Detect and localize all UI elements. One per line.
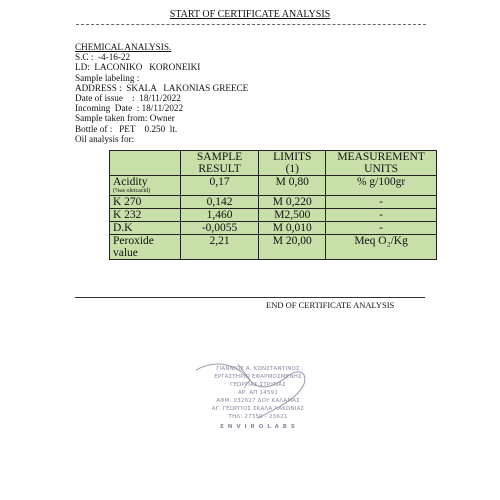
- sc-code: S.C : -4-16-22: [75, 52, 131, 63]
- analysis-heading: CHEMICAL ANALYSIS.: [75, 42, 172, 52]
- sample-labeling: Sample labeling :: [75, 72, 140, 83]
- limit-cell: M 0,010: [259, 222, 326, 235]
- table-header-cell: MEASUREMENT UNITS: [326, 151, 437, 176]
- footer-divider: [75, 297, 425, 298]
- unit-cell: % g/100gr: [326, 176, 437, 196]
- table-row: [110, 209, 437, 222]
- bottle-info: Bottle of : PET 0.250 lt.: [75, 123, 178, 134]
- stamp-line: ΓΙΑΝΝΙΟΣ Α. ΚΩΝΣΤΑΝΤΙΝΟΣ: [216, 366, 300, 372]
- header-title: START OF CERTIFICATE ANALYSIS: [169, 9, 331, 20]
- results-table: [109, 150, 437, 260]
- stamp-line: E N V I R O L A B S: [220, 424, 296, 430]
- result-cell: -0,0055: [180, 222, 259, 235]
- table-row: [110, 196, 437, 209]
- incoming-date: Incoming Date : 18/11/2022: [75, 103, 184, 114]
- limit-cell: M 20,00: [259, 235, 326, 260]
- stamp-line: ΑΓ. ΓΕΩΡΓΙΟΣ ΣΚΑΛΑ ΛΑΚΩΝΙΑΣ: [211, 406, 305, 412]
- result-cell: 2,21: [180, 235, 259, 260]
- unit-cell: -: [326, 209, 437, 222]
- footer-title: END OF CERTIFICATE ANALYSIS: [266, 300, 395, 310]
- table-header-cell: SAMPLE RESULT: [180, 151, 259, 176]
- limit-cell: M2,500: [259, 209, 326, 222]
- date-of-issue: Date of issue : 18/11/2022: [75, 93, 181, 104]
- unit-cell: -: [326, 222, 437, 235]
- unit-cell: -: [326, 196, 437, 209]
- stamp-line: ΓΕΩΡΓΙΑΣ ΣΤΡΥΝΑΣ: [230, 382, 286, 388]
- stamp-line: ΑΦΜ: 032627 ΔΟΥ ΚΑΛΑΜΑΣ: [216, 398, 300, 404]
- result-cell: 0,142: [180, 196, 259, 209]
- parameter-cell: Peroxide value: [110, 235, 181, 260]
- table-header-row: [110, 151, 437, 176]
- laboratory-stamp: [178, 358, 338, 448]
- result-cell: 0,17: [180, 176, 259, 196]
- unit-cell: Meq O₂/Kg: [326, 235, 437, 260]
- sample-info: [75, 42, 248, 144]
- result-cell: 1,460: [180, 209, 259, 222]
- limit-cell: M 0,220: [259, 196, 326, 209]
- address: ADDRESS : SKALA LAKONIAS GREECE: [75, 82, 249, 93]
- stamp-line: ΕΡΓΑΣΤΗΡΙΟ ΕΦΑΡΜΟΣΜΕΝΗΣ: [214, 374, 302, 380]
- oil-analysis-for: Oil analysis for:: [75, 133, 135, 144]
- stamp-line: ΑΡ. ΑΠ 14591: [237, 390, 279, 396]
- parameter-cell: K 232: [110, 209, 181, 222]
- parameter-cell: D.K: [110, 222, 181, 235]
- table-header-cell: LIMITS (1): [259, 151, 326, 176]
- table-header-cell: [110, 151, 181, 176]
- header-divider: [76, 24, 426, 25]
- table-row: [110, 222, 437, 235]
- sample-taken-from: Sample taken from: Owner: [75, 113, 175, 124]
- ld-label: LD: LACONIKO KORONEIKI: [75, 62, 201, 73]
- stamp-line: ΤΗΛ: 27350 - 23621: [228, 414, 288, 420]
- parameter-cell: Acidity (%as oleicacid): [110, 176, 181, 196]
- limit-cell: M 0,80: [259, 176, 326, 196]
- table-row: [110, 235, 437, 260]
- parameter-cell: K 270: [110, 196, 181, 209]
- parameter-note: (%as oleicacid): [113, 188, 151, 194]
- table-row: [110, 176, 437, 196]
